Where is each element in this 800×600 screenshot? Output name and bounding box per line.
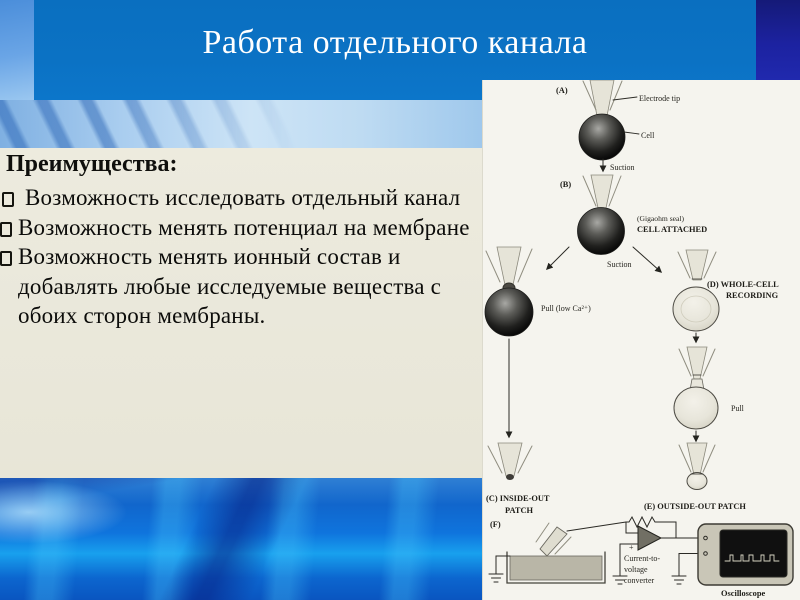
ground-icon	[672, 576, 686, 584]
outside-out-patch-icon	[687, 473, 707, 490]
oscilloscope-screen	[720, 530, 787, 577]
converter-label-2: voltage	[624, 565, 648, 574]
electrode-wire	[567, 522, 626, 531]
pipette-c2-icon	[498, 443, 522, 476]
bullet-list	[0, 183, 482, 331]
gigaohm-seal-label: (Gigaohm seal)	[637, 214, 685, 223]
bullet-text: Возможность менять потенциал на мембране	[18, 214, 470, 240]
background-wave-band	[0, 100, 482, 148]
cell-label: Cell	[641, 131, 655, 140]
oscilloscope-label: Oscilloscope	[721, 589, 766, 598]
bath-solution	[510, 556, 602, 580]
inside-out-patch-icon	[506, 474, 514, 480]
branch-inside-out	[485, 247, 533, 480]
background-left-strip	[0, 0, 34, 100]
inside-out-label-1: (C) INSIDE-OUT	[486, 494, 550, 503]
bullet-square-icon	[2, 192, 14, 207]
pipette-a-icon	[590, 80, 614, 116]
panel-b	[547, 175, 661, 272]
background-bottom-wave	[0, 478, 482, 600]
suction-a-label: Suction	[610, 163, 635, 172]
electrode-tip-label: Electrode tip	[639, 94, 681, 103]
converter-label-3: converter	[624, 576, 655, 585]
patch-clamp-figure	[483, 80, 800, 600]
plus-input-label: +	[629, 543, 634, 552]
bullet-square-icon	[0, 222, 12, 237]
slide-title: Работа отдельного канала	[202, 24, 588, 61]
converter-label-1: Current-to-	[624, 554, 660, 563]
arrow-to-inside-out	[547, 247, 569, 269]
label-a: (A)	[556, 86, 568, 95]
cell-d2-icon	[674, 387, 718, 429]
bullet-item	[0, 242, 482, 331]
inside-out-label-2: PATCH	[505, 506, 534, 515]
pull-label: Pull	[731, 404, 744, 413]
bullet-item	[0, 213, 482, 243]
bullet-text: Возможность исследовать отдельный канал	[25, 185, 461, 210]
cell-d-icon	[673, 287, 719, 331]
label-b: (B)	[560, 180, 572, 189]
whole-cell-label-2: RECORDING	[726, 291, 779, 300]
ground-icon	[489, 574, 503, 582]
bullet-item	[0, 183, 482, 213]
cell-attached-label: CELL ATTACHED	[637, 225, 708, 234]
whole-cell-label-1: (D) WHOLE-CELL	[707, 280, 779, 289]
outside-out-label: (E) OUTSIDE-OUT PATCH	[644, 502, 746, 511]
suction-b-label: Suction	[607, 260, 632, 269]
content-box	[0, 148, 482, 478]
corner-accent-block	[756, 0, 800, 80]
recording-pipette-icon	[540, 527, 567, 556]
op-amp-icon	[638, 526, 661, 550]
bullet-text: Возможность менять ионный состав и добавлять любые исследуемые вещества с обоих сторон мембраны.	[18, 244, 441, 328]
feedback-resistor-icon	[626, 517, 658, 527]
panel-f	[489, 517, 793, 585]
cell-c-icon	[485, 288, 533, 336]
pull-low-ca-label: Pull (low Ca²⁺)	[541, 304, 591, 313]
cell-a-icon	[579, 114, 625, 160]
figure-panel	[482, 80, 800, 600]
bullet-square-icon	[0, 251, 12, 266]
panel-a	[579, 80, 639, 171]
cell-b-icon	[578, 208, 625, 255]
label-f: (F)	[490, 520, 501, 529]
content-heading: Преимущества:	[6, 151, 178, 177]
pipette-c-icon	[497, 247, 521, 285]
arrow-to-whole-cell	[633, 247, 661, 272]
